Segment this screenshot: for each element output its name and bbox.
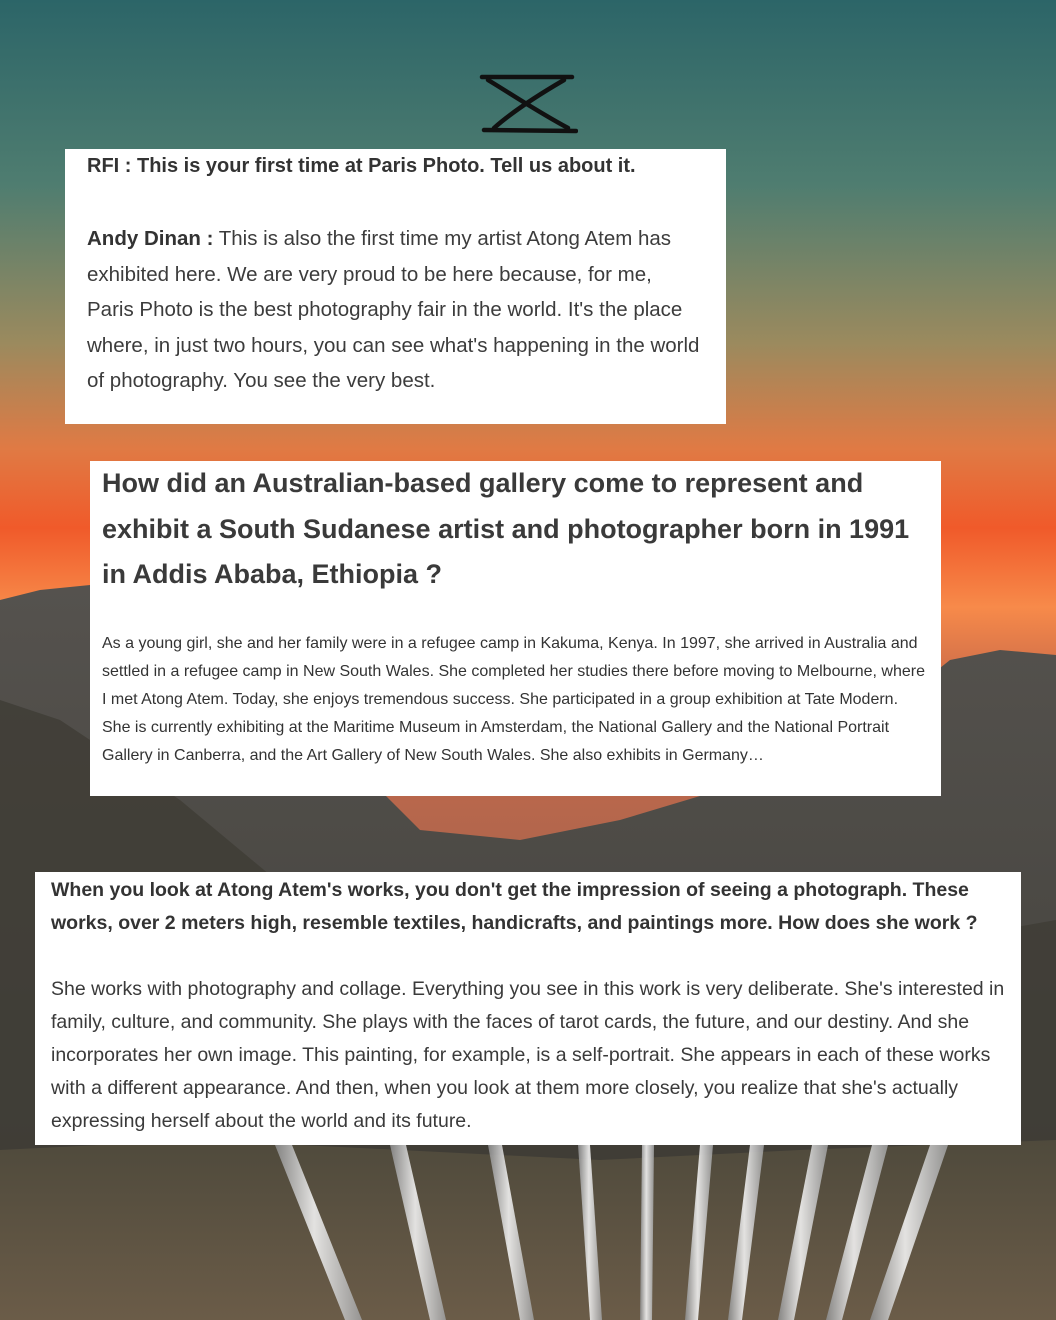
answer-2: As a young girl, she and her family were in a refugee camp in Kakuma, Kenya. In 1997, she arrived in Australia and settled in a refugee camp in New South Wales. She completed her studies there before moving to Melbourne, where I met Atong Atem. Today, she enjoys tremendous success. She participated in a group exhibition at Tate Modern. She is currently exhibiting at the Maritime Museum in Amsterdam, the National Gallery and the National Portrait Gallery in Canberra, and the Art Gallery of New South Wales. She also exhibits in Germany… xyxy=(102,634,925,764)
answer-3: She works with photography and collage. Everything you see in this work is very deliberate. She's interested in family, culture, and community. She plays with the faces of tarot cards, the future, and our destiny. And she incorporates her own image. This painting, for example, is a self-portrait. She appears in each of these works with a different appearance. And then, when you look at them more closely, you realize that she's actually expressing herself about the world and its future. xyxy=(51,978,1005,1132)
hourglass-x-icon xyxy=(478,72,578,136)
interview-card-3 xyxy=(35,872,1021,1145)
answer-1-text: This is also the first time my artist Atong Atem has exhibited here. We are very proud to be here because, for me, Paris Photo is the best photography fair in the world. It's the place where, in just two hours, you can see what's happening in the world of photography. You see the very best. xyxy=(87,227,700,392)
question-2: How did an Australian-based gallery come to represent and exhibit a South Sudanese artist and photographer born in 1991 in Addis Ababa, Ethiopia ? xyxy=(102,468,910,589)
question-1: RFI : This is your first time at Paris Photo. Tell us about it. xyxy=(87,155,636,177)
answer-1 xyxy=(87,221,704,399)
speaker-label: Andy Dinan : xyxy=(87,227,214,250)
interview-card-1 xyxy=(65,149,726,424)
interview-card-2 xyxy=(90,461,941,796)
question-3: When you look at Atong Atem's works, you don't get the impression of seeing a photograph. These works, over 2 meters high, resemble textiles, handicrafts, and paintings more. How does she work ? xyxy=(51,879,978,934)
